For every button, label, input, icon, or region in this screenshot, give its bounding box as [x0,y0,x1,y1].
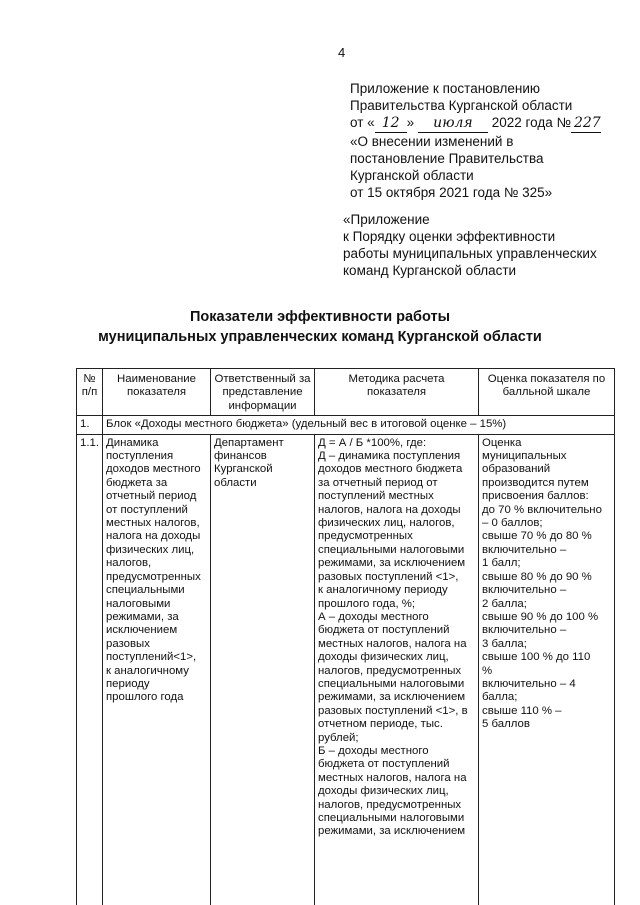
row-method: Д = А / Б *100%, где: Д – динамика поступления доходов местного бюджета за отчетный период от поступлений местных налогов, налога на доходы физических лиц, налогов, предусмотренных специальными налоговыми режимами, за исключением разовых поступлений <1>, к аналогичному периоду прошлого года, %; А – доходы местного бюджета от поступлений местных налогов, налога на доходы физических лиц, налогов, предусмотренных специальными налоговыми режимами, за исключением разовых поступлений <1>, в отчетном периоде, тыс. рублей; Б – доходы местного бюджета от поступлений местных налогов, налога на доходы физических лиц, налогов, предусмотренных специальными налоговыми режимами, за исключением [315,434,479,905]
approval-block [350,80,601,201]
row-number: 1.1. [77,434,103,905]
appendix-line-2: к Порядку оценки эффективности [343,229,556,244]
appendix-line-4: команд Курганской области [343,263,517,278]
indicators-table [76,368,615,905]
title-line-1: Показатели эффективности работы [189,309,450,325]
approval-line-7: от 15 октября 2021 года № 325» [350,185,553,200]
approval-line-5: постановление Правительства [350,151,544,166]
page-number: 4 [338,45,346,60]
appendix-line-3: работы муниципальных управленческих [343,246,597,261]
approval-line-4: «О внесении изменений в [350,134,514,149]
date-quote: » [406,115,415,130]
handwritten-day: 12 [375,115,407,133]
title-line-2: муниципальных управленческих команд Курганской области [98,329,542,345]
approval-line-2: Правительства Курганской области [350,98,573,113]
date-year: 2022 года № [491,115,571,130]
header-score: Оценка показателя по балльной шкале [479,369,615,416]
handwritten-number: 227 [571,115,601,133]
row-score: Оценка муниципальных образований производится путем присвоения баллов: до 70 % включительно – 0 баллов; свыше 70 % до 80 % включительно – 1 балл; свыше 80 % до 90 % включительно – 2 балла; свыше 90 % до 100 % включительно – 3 балла; свыше 100 % до 110 % включительно – 4 балла; свыше 110 % – 5 баллов [479,434,615,905]
section-row [77,416,615,434]
date-prefix: от « [350,115,375,130]
document-title [0,307,640,347]
approval-line-6: Курганской области [350,168,474,183]
section-number: 1. [77,416,103,434]
row-responsible: Департамент финансов Курганской области [211,434,315,905]
row-indicator-name: Динамика поступления доходов местного бюджета за отчетный период от поступлений местных налогов, налога на доходы физических лиц, налогов, предусмотренных специальными налоговыми режимами, за исключением разовых поступлений<1>, к аналогичному периоду прошлого года [103,434,211,905]
table-header-row [77,369,615,416]
approval-date-line [350,114,601,133]
header-method: Методика расчета показателя [315,369,479,416]
appendix-block [343,211,597,279]
appendix-line-1: «Приложение [343,212,430,227]
handwritten-month: июля [418,115,488,133]
table-row [77,434,615,905]
header-number: № п/п [77,369,103,416]
approval-line-1: Приложение к постановлению [350,81,541,96]
header-name: Наименование показателя [103,369,211,416]
header-responsible: Ответственный за представление информации [211,369,315,416]
section-title: Блок «Доходы местного бюджета» (удельный вес в итоговой оценке – 15%) [103,416,615,434]
